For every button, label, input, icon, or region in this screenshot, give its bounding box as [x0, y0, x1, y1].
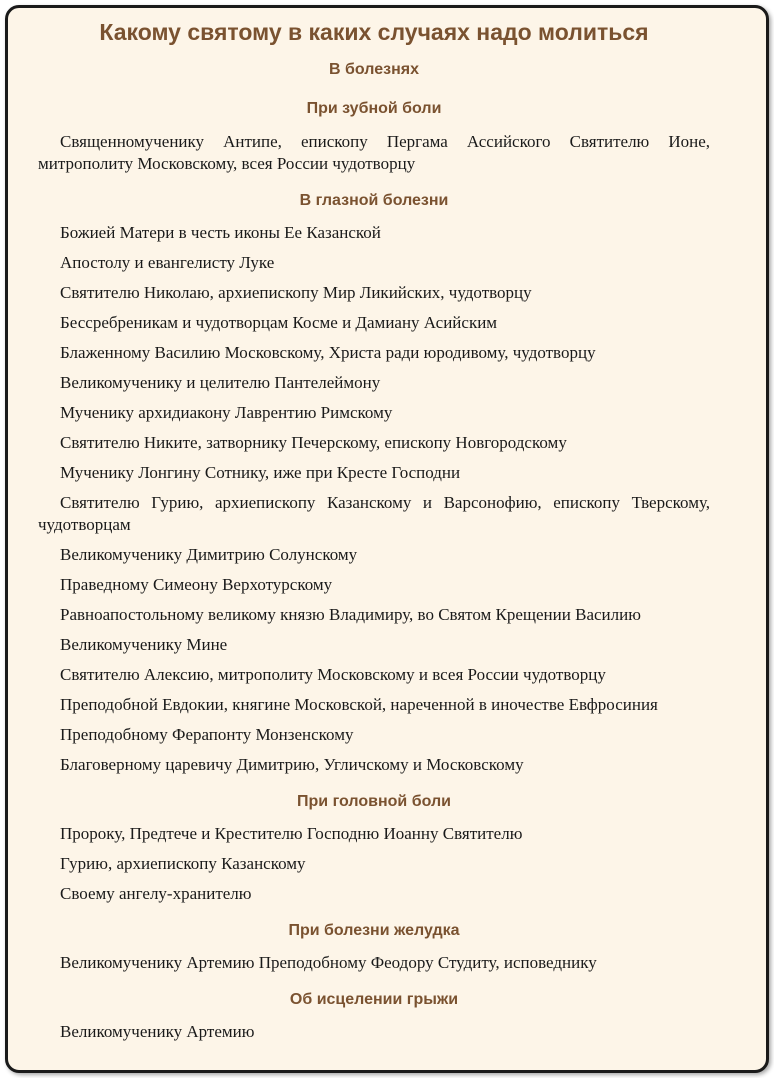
list-item: Святителю Алексию, митрополиту Московскому и всея России чудотворцу: [60, 665, 606, 684]
list-item: Святителю Гурию, архиепископу Казанскому и Варсонофию, епископу Тверскому, чудотворцам: [38, 493, 710, 534]
list-item: Равноапостольному великому князю Владимиру, во Святом Крещении Василию: [60, 605, 641, 624]
list-item: Своему ангелу-хранителю: [60, 884, 252, 903]
document-frame: [5, 5, 769, 1073]
list-item: Священномученику Антипе, епископу Пергама Ассийского Святителю Ионе, митрополиту Московскому, всея России чудотворцу: [38, 132, 710, 173]
list-item: Бессребреникам и чудотворцам Косме и Дамиану Асийским: [60, 313, 498, 332]
list-item: Мученику архидиакону Лаврентию Римскому: [60, 403, 393, 422]
list-item: Божией Матери в честь иконы Ее Казанской: [60, 223, 381, 242]
list-item: Великомученику Артемию Преподобному Феодору Студиту, исповеднику: [60, 953, 597, 972]
list-item: Праведному Симеону Верхотурскому: [60, 575, 333, 594]
list-item: Святителю Николаю, архиепископу Мир Ликийских, чудотворцу: [60, 283, 532, 302]
section-heading: В болезнях: [329, 61, 419, 78]
list-item: Апостолу и евангелисту Луке: [60, 253, 275, 272]
list-item: Великомученику Артемию: [60, 1022, 255, 1041]
list-item: Преподобному Ферапонту Монзенскому: [60, 725, 354, 744]
group-heading-stomach: При болезни желудка: [288, 922, 460, 939]
group-list-eye-disease: [38, 213, 710, 776]
list-item: Блаженному Василию Московскому, Христа ради юродивому, чудотворцу: [60, 343, 596, 362]
list-item: Великомученику Мине: [60, 635, 228, 654]
group-heading-eye-disease: В глазной болезни: [299, 192, 449, 209]
document-content: [38, 8, 710, 1043]
list-item: Преподобной Евдокии, княгине Московской, нареченной в иночестве Евфросиния: [60, 695, 658, 714]
group-heading-toothache: При зубной боли: [306, 100, 442, 117]
group-heading-headache: При головной боли: [297, 793, 451, 810]
list-item: Мученику Лонгину Сотнику, иже при Кресте Господни: [60, 463, 461, 482]
list-item: Благоверному царевичу Димитрию, Угличскому и Московскому: [60, 755, 524, 774]
page-title: Какому святому в каких случаях надо молиться: [99, 19, 649, 45]
list-item: Великомученику и целителю Пантелеймону: [60, 373, 381, 392]
list-item: Святителю Никите, затворнику Печерскому, епископу Новгородскому: [60, 433, 567, 452]
group-heading-hernia: Об исцелении грыжи: [289, 991, 459, 1008]
list-item: Гурию, архиепископу Казанскому: [60, 854, 306, 873]
list-item: Пророку, Предтече и Крестителю Господню Иоанну Святителю: [60, 824, 523, 843]
list-item: Великомученику Димитрию Солунскому: [60, 545, 358, 564]
